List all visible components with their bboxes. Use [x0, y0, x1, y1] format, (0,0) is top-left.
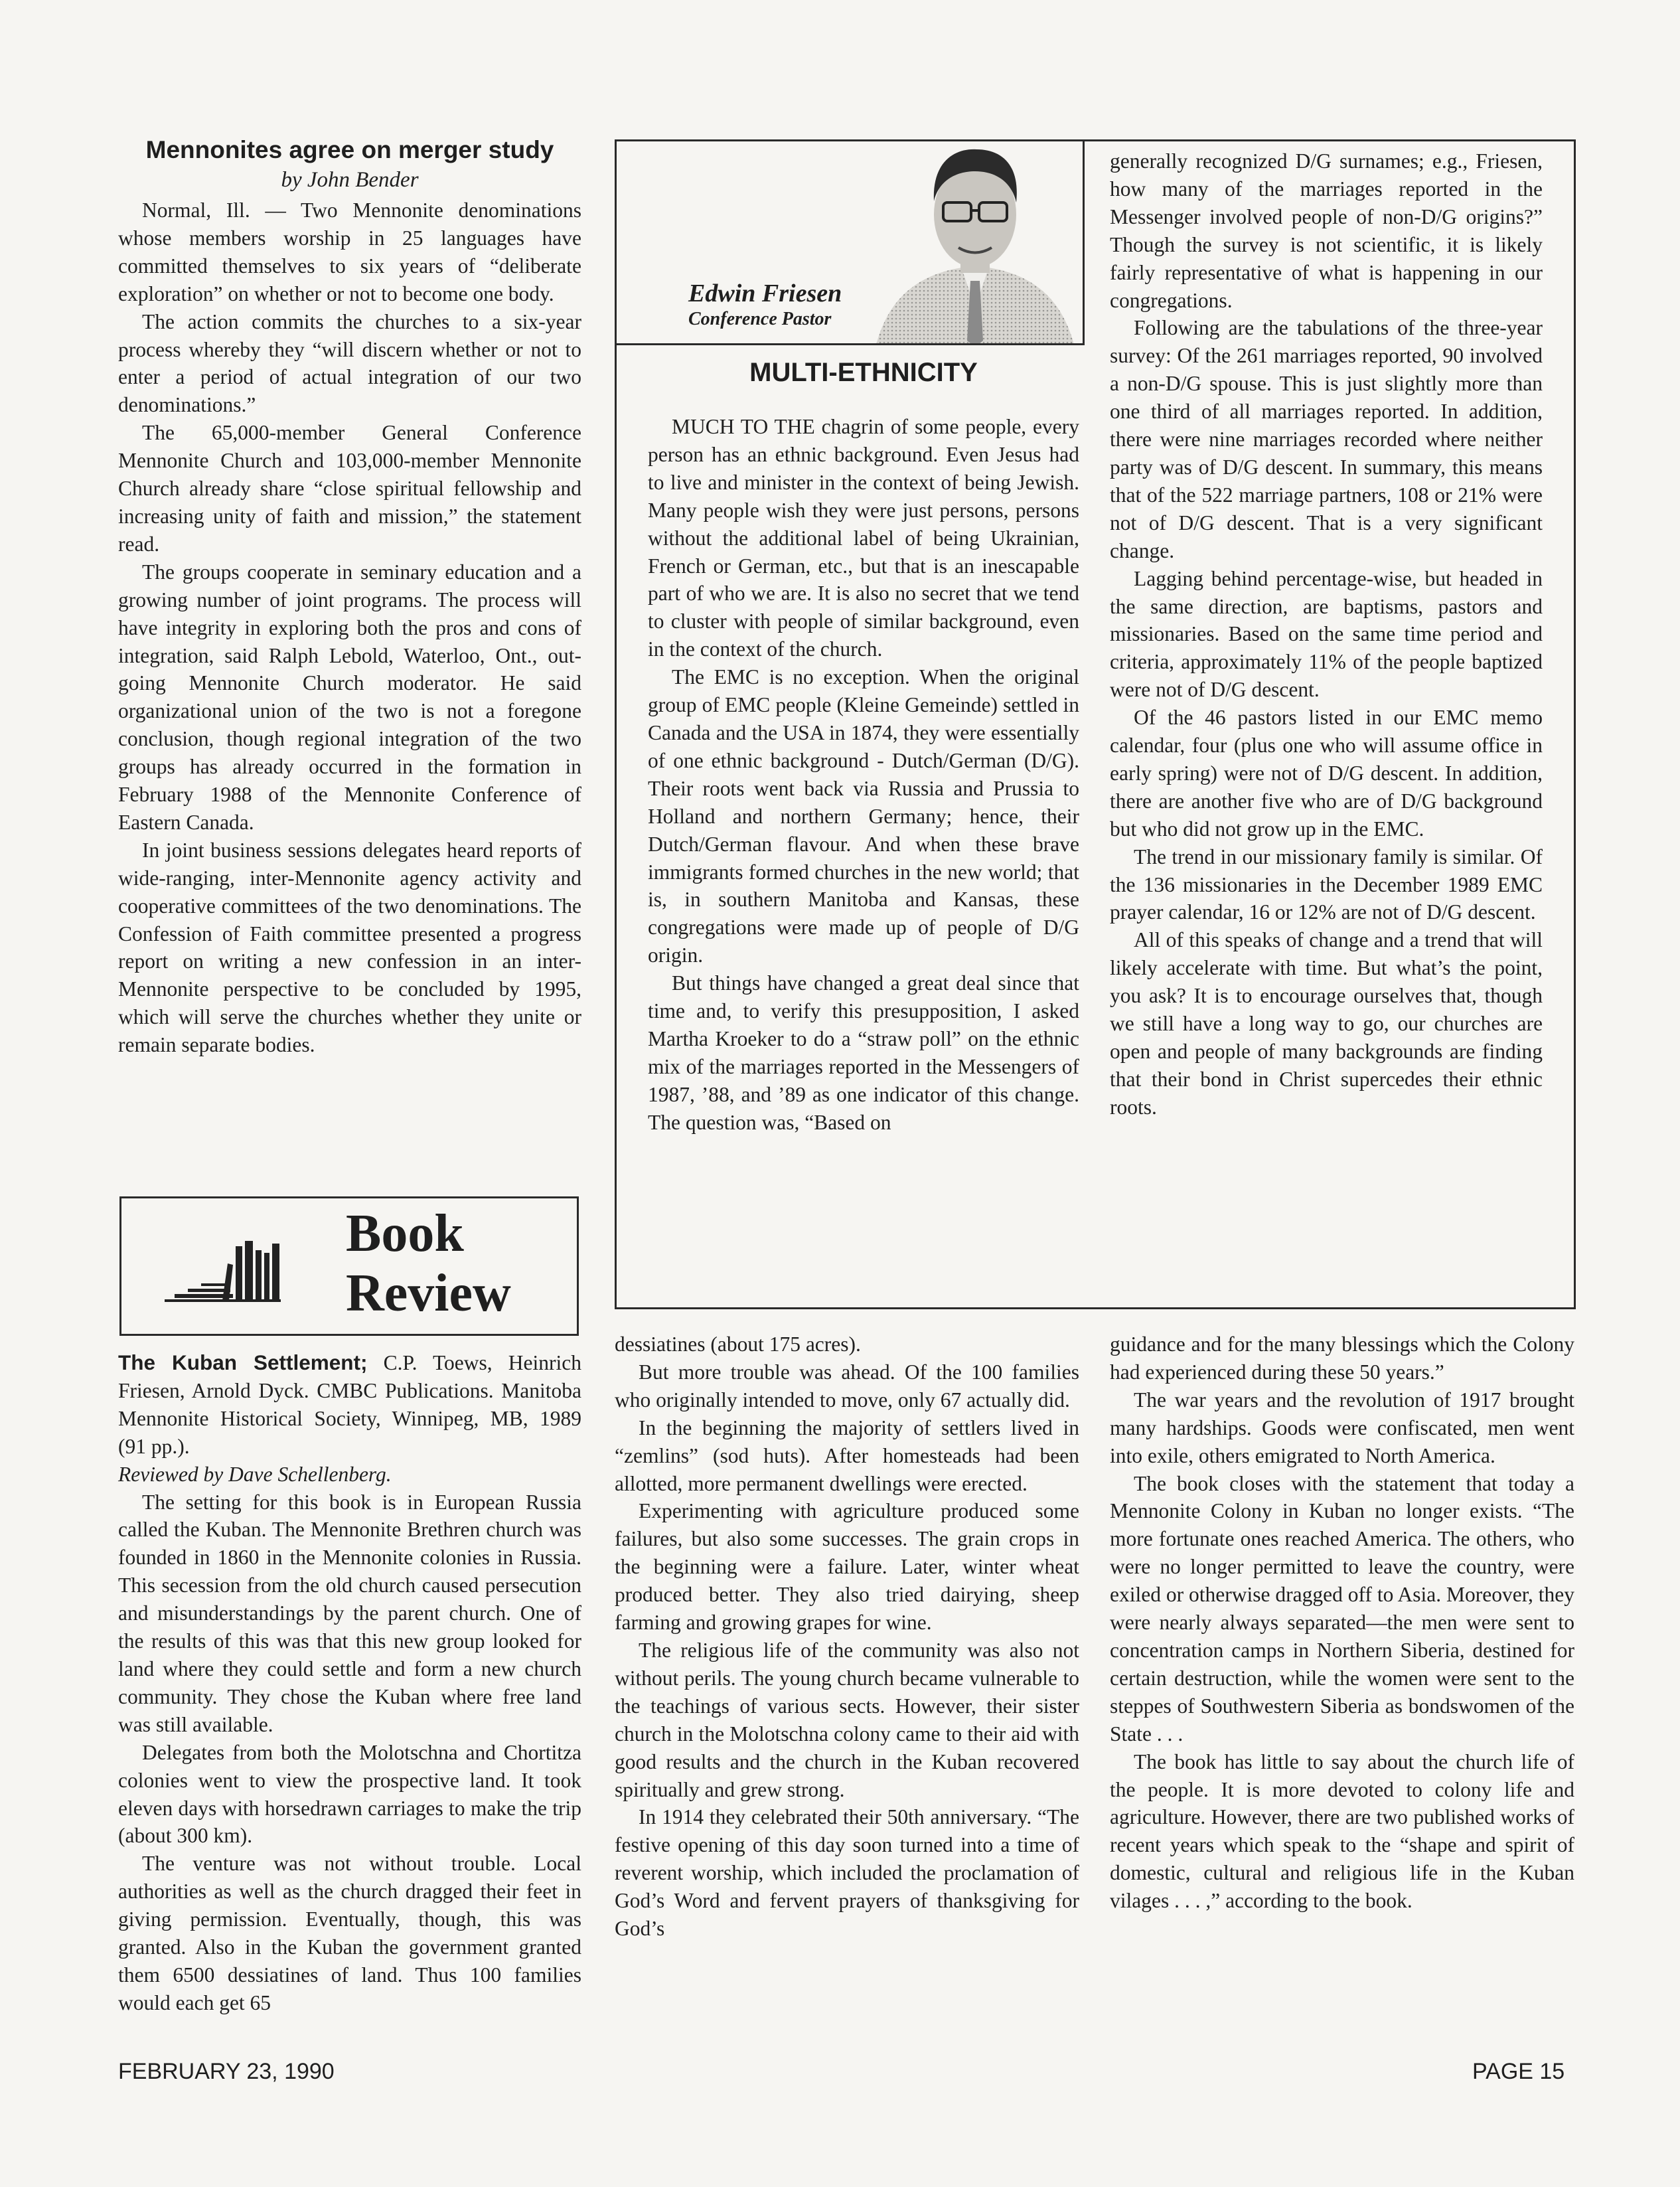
- books-icon: [161, 1237, 287, 1310]
- column-paragraph: Following are the tabulations of the three-year survey: Of the 261 marriages reported, 90 involved a non-D/G spouse. This is just slightly more than one third of all marriages reported. In addition, there were nine marriages recorded where neither party was of D/G descent. In summary, this means that of the 522 marriage partners, 108 or 21% were not of D/G descent. That is a very significant change.: [1110, 316, 1543, 562]
- column-col3: [1110, 147, 1543, 1121]
- footer-page-number: PAGE 15: [1472, 2059, 1565, 2084]
- review-paragraph: The setting for this book is in European Russia called the Kuban. The Mennonite Brethren church was founded in 1860 in the Mennonite colonies in Russia. This secession from the old church caused persecution and misunderstandings by the parent church. One of the results of this was that this new group looked for land where they could settle and form a new church community. They chose the Kuban where free land was still available.: [118, 1490, 581, 1736]
- review-paragraph: In the beginning the majority of settlers lived in “zemlins” (sod huts). After homesteads had been allotted, more permanent dwellings were erected.: [615, 1416, 1079, 1495]
- pastor-role: Conference Pastor: [688, 309, 832, 329]
- column-paragraph: The EMC is no exception. When the original group of EMC people (Kleine Gemeinde) settled in Canada and the USA in 1874, they were essentially of one ethnic background - Dutch/German (D/G). Their roots went back via Russia and Prussia to Holland and northern Germany; hence, their Dutch/German flavour. And when these brave immigrants formed churches in the new world; that is, in southern Manitoba and Kansas, these congregations were made up of people of D/G origin.: [648, 665, 1079, 967]
- column-col2: [648, 357, 1079, 1137]
- book-review-word-2: Review: [346, 1264, 511, 1323]
- pastor-name: Edwin Friesen: [688, 280, 842, 307]
- review-book-title: The Kuban Settlement;: [118, 1350, 368, 1374]
- review-paragraph: But more trouble was ahead. Of the 100 families who originally intended to move, only 67 actually did.: [615, 1360, 1079, 1412]
- review-paragraph: In 1914 they celebrated their 50th anniversary. “The festive opening of this day soon turned into a time of reverent worship, which included the proclamation of God’s Word and fervent prayers of thanksgiving for God’s: [615, 1805, 1079, 1941]
- article-paragraph: The action commits the churches to a six-year process whereby they “will discern whether or not to enter a period of actual integration of our two denominations.”: [118, 309, 581, 417]
- book-review-col3: [1110, 1331, 1574, 1915]
- column-paragraph: All of this speaks of change and a trend that will likely accelerate with time. But what’s the point, you ask? It is to encourage ourselves that, though we still have a long way to go, our churches are open and people of many backgrounds are finding that their bond in Christ supercedes their ethnic roots.: [1110, 928, 1543, 1119]
- column-paragraph: Of the 46 pastors listed in our EMC memo calendar, four (plus one who will assume office in early spring) were not of D/G descent. In addition, there are another five who are of D/G background but who did not grow up in the EMC.: [1110, 706, 1543, 841]
- column-paragraph: Lagging behind percentage-wise, but headed in the same direction, are baptisms, pastors and missionaries. Based on the same time period and criteria, approximately 11% of the people baptized were not of D/G descent.: [1110, 566, 1543, 702]
- review-paragraph: Experimenting with agriculture produced some failures, but also some successes. The grain crops in the beginning were a failure. Later, winter wheat produced better. They also tried dairying, sheep farming and growing grapes for wine.: [615, 1499, 1079, 1635]
- book-review-col2: [615, 1331, 1079, 1943]
- review-paragraph: The book has little to say about the church life of the people. It is more devoted to colony life and agriculture. However, there are two published works of recent years which speak to the “shape and spirit of domestic, cultural and religious life in the Kuban vilages . . . ,” according to the book.: [1110, 1749, 1574, 1913]
- review-paragraph: Delegates from both the Molotschna and Chortitza colonies went to view the prospective land. It took eleven days with horsedrawn carriages to make the trip (about 300 km).: [118, 1740, 581, 1848]
- article-paragraph: The 65,000-member General Conference Mennonite Church and 103,000-member Mennonite Church already share “close spiritual fellowship and increasing unity of faith and mission,” the statement read.: [118, 421, 581, 556]
- pastor-header: [615, 139, 1085, 345]
- review-paragraph: The religious life of the community was also not without perils. The young church became vulnerable to the teachings of various sects. However, their sister church in the Molotschna colony came to their aid with good results and the church in the Kuban recovered spiritually and grew strong.: [615, 1638, 1079, 1801]
- book-review-banner: [119, 1196, 579, 1336]
- column-title: MULTI-ETHNICITY: [749, 358, 978, 387]
- book-review-col1: [118, 1349, 581, 2017]
- pastor-photo: [862, 141, 1085, 345]
- article-headline: Mennonites agree on merger study: [145, 136, 554, 163]
- review-citation: [118, 1349, 581, 1461]
- review-book-details: C.P. Toews, Heinrich Friesen, Arnold Dyck. CMBC Publications. Manitoba Mennonite Historical Society, Winnipeg, MB, 1989 (91 pp.).: [118, 1351, 581, 1458]
- footer-date: FEBRUARY 23, 1990: [118, 2059, 335, 2084]
- column-paragraph: generally recognized D/G surnames; e.g., Friesen, how many of the marriages reported in the Messenger involved people of non-D/G origins?” Though the survey is not scientific, it is likely fairly representative of what is happening in our congregations.: [1110, 149, 1543, 312]
- review-paragraph: guidance and for the many blessings which the Colony had experienced during these 50 years.”: [1110, 1333, 1574, 1384]
- review-paragraph: The book closes with the statement that today a Mennonite Colony in Kuban no longer exists. “The more fortunate ones reached America. The others, who were no longer permitted to leave the country, were exiled or otherwise dragged off to Asia. Moreover, they were nearly always separated—the men were sent to concentration camps in Northern Siberia, destined for certain destruction, while the women were sent to the steppes of Southwestern Siberia as bondswomen of the State . . .: [1110, 1471, 1574, 1745]
- review-reviewer: Reviewed by Dave Schellenberg.: [118, 1462, 392, 1486]
- review-paragraph: The war years and the revolution of 1917 brought many hardships. Goods were confiscated, men went into exile, others emigrated to North America.: [1110, 1388, 1574, 1467]
- article-paragraph: Normal, Ill. — Two Mennonite denominations whose members worship in 25 languages have committed themselves to six years of “deliberate exploration” on whether or not to become one body.: [118, 199, 581, 305]
- column-paragraph: But things have changed a great deal since that time and, to verify this presupposition, I asked Martha Kroeker to do a “straw poll” on the ethnic mix of the marriages reported in the Messengers of 1987, ’88, and ’89 as one indicator of this change. The question was, “Based on: [648, 971, 1079, 1134]
- article-paragraph: The groups cooperate in seminary education and a growing number of joint programs. The process will have integrity in exploring both the pros and cons of integration, said Ralph Lebold, Waterloo, Ont., out-going Mennonite Church moderator. He said organizational union of the two is not a foregone conclusion, though regional integration of the two groups has already occurred in the formation in February 1988 of the Mennonite Conference of Eastern Canada.: [118, 560, 581, 834]
- article-paragraph: In joint business sessions delegates heard reports of wide-ranging, inter-Mennonite agency activity and cooperative committees of the two denominations. The Confession of Faith committee presented a progress report on writing a new confession in an inter-Mennonite perspective to be concluded by 1995, which will serve the churches whether they unite or remain separate bodies.: [118, 838, 581, 1057]
- column-paragraph: MUCH TO THE chagrin of some people, every person has an ethnic background. Even Jesus had to live and minister in the context of being Jewish. Many people wish they were just persons, persons without the additional label of being Ukrainian, French or German, etc., but that is an inescapable part of who we are. It is also no secret that we tend to cluster with people of similar background, even in the context of the church.: [648, 415, 1079, 661]
- book-review-word-1: Book: [346, 1204, 464, 1263]
- review-paragraph: dessiatines (about 175 acres).: [615, 1333, 861, 1356]
- merger-article: [118, 135, 581, 1059]
- column-paragraph: The trend in our missionary family is similar. Of the 136 missionaries in the December 1989 EMC prayer calendar, 16 or 12% are not of D/G descent.: [1110, 845, 1543, 924]
- article-byline: by John Bender: [281, 168, 419, 192]
- review-paragraph: The venture was not without trouble. Local authorities as well as the church dragged their feet in giving permission. Eventually, though, this was granted. Also in the Kuban the government granted them 6500 dessiatines of land. Thus 100 families would each get 65: [118, 1852, 581, 2014]
